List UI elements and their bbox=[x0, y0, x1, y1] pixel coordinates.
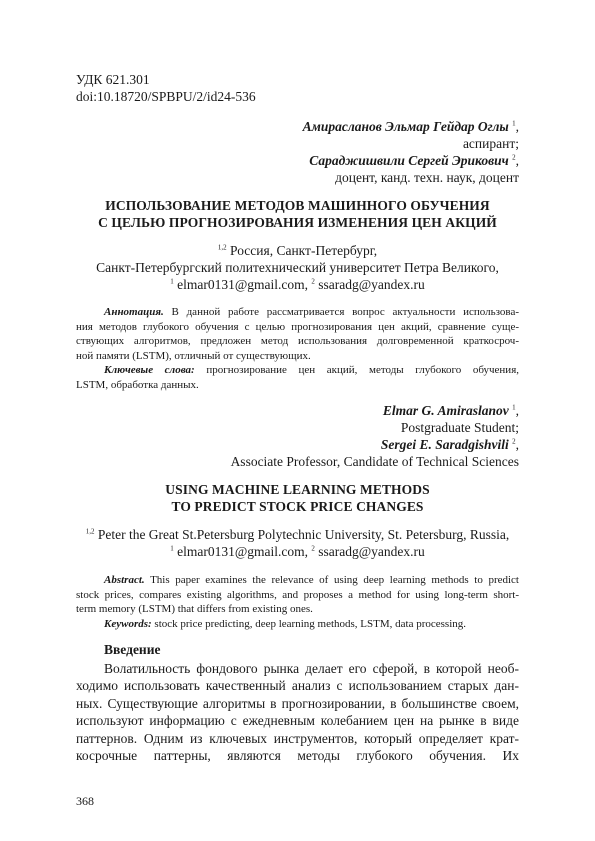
abstract-en-label: Abstract. bbox=[104, 574, 145, 586]
body-line-3: ных. Существующие алгоритмы в прогнозировании, в большинстве своем, bbox=[76, 695, 519, 711]
author-en-1-suffix: , bbox=[515, 403, 519, 418]
email-1-sup: 1 bbox=[170, 277, 174, 286]
affiliation-en-sup: 1,2 bbox=[85, 527, 95, 536]
affiliation-ru-sup: 1,2 bbox=[217, 243, 227, 252]
keywords-en-text: stock price predicting, deep learning methods, LSTM, data processing. bbox=[151, 617, 467, 630]
body-line-6: косрочные паттерны, являются методы глубокого обучения. Их bbox=[76, 747, 519, 763]
abstract-ru-line-3: ствующих алгоритмов, предложен метод использования долговременной краткосроч- bbox=[76, 335, 519, 347]
author-en-1-role: Postgraduate Student; bbox=[400, 420, 519, 435]
body-line-1: Волатильность фондового рынка делает его сферой, в которой необ- bbox=[104, 661, 519, 676]
author-ru-2-name: Сараджишвили Сергей Эрикович bbox=[309, 153, 509, 168]
keywords-en-line bbox=[76, 617, 519, 632]
author-ru-2-sup: 2 bbox=[512, 153, 516, 162]
abstract-ru bbox=[76, 305, 519, 392]
abstract-ru-label: Аннотация. bbox=[104, 306, 164, 318]
title-ru-line-2: С ЦЕЛЬЮ ПРОГНОЗИРОВАНИЯ ИЗМЕНЕНИЯ ЦЕН АКЦИЙ bbox=[98, 215, 497, 230]
abstract-en-line-1 bbox=[76, 573, 519, 588]
body-line-4: используют информацию с ежедневным колебанием цен на рынке в виде bbox=[76, 713, 519, 729]
author-ru-1-sup: 1 bbox=[512, 119, 516, 128]
affiliation-en-line-1 bbox=[76, 527, 519, 543]
abstract-en bbox=[76, 573, 519, 631]
author-ru-1-suffix: , bbox=[515, 119, 519, 134]
affiliation-ru-line-1 bbox=[76, 243, 519, 259]
author-ru-2-suffix: , bbox=[515, 153, 519, 168]
author-en-1 bbox=[383, 403, 519, 419]
author-en-1-name: Elmar G. Amiraslanov bbox=[382, 403, 509, 418]
author-en-2-sup: 2 bbox=[512, 437, 516, 446]
email-2: ssaradg@yandex.ru bbox=[314, 277, 425, 292]
email-en-2: ssaradg@yandex.ru bbox=[314, 544, 425, 559]
abstract-ru-line-1 bbox=[76, 305, 519, 320]
keywords-ru-line-1 bbox=[76, 363, 519, 378]
email-en-1: elmar0131@gmail.com, bbox=[173, 544, 312, 559]
author-ru-1-role: аспирант; bbox=[462, 136, 519, 151]
title-en-line-1: USING MACHINE LEARNING METHODS bbox=[165, 482, 430, 497]
page-number: 368 bbox=[76, 794, 94, 808]
author-ru-2 bbox=[309, 153, 519, 169]
doi: doi:10.18720/SPBPU/2/id24-536 bbox=[76, 89, 256, 104]
abstract-en-line-3: term memory (LSTM) that differs from existing ones. bbox=[76, 603, 313, 615]
affiliation-ru-emails bbox=[76, 277, 519, 293]
keywords-ru-text-1: прогнозирование цен акций, методы глубокого обучения, bbox=[194, 364, 519, 376]
email-en-1-sup: 1 bbox=[170, 544, 174, 553]
body-line-5: паттернов. Одним из ключевых инструментов, который определяет крат- bbox=[76, 730, 519, 746]
section-heading: Введение bbox=[104, 642, 161, 657]
author-en-2-name: Sergei E. Saradgishvili bbox=[380, 437, 509, 452]
title-ru-line-1: ИСПОЛЬЗОВАНИЕ МЕТОДОВ МАШИННОГО ОБУЧЕНИЯ bbox=[105, 198, 490, 213]
keywords-ru-label: Ключевые слова: bbox=[104, 364, 195, 376]
author-ru-1 bbox=[303, 119, 519, 135]
abstract-en-text-1: This paper examines the relevance of using deep learning methods to predict bbox=[144, 574, 519, 586]
abstract-ru-line-2: ния методов глубокого обучения с целью прогнозирования цен акций, сравнение суще- bbox=[76, 320, 519, 333]
title-en-line-2: TO PREDICT STOCK PRICE CHANGES bbox=[171, 499, 424, 514]
author-en-2-suffix: , bbox=[515, 437, 519, 452]
affiliation-ru-city: Россия, Санкт-Петербург, bbox=[226, 243, 378, 258]
email-en-2-sup: 2 bbox=[311, 544, 315, 553]
author-ru-1-name: Амирасланов Эльмар Гейдар Оглы bbox=[302, 119, 509, 134]
body-text bbox=[76, 660, 519, 764]
author-en-2-role: Associate Professor, Candidate of Technical Sciences bbox=[230, 454, 519, 469]
udk-code: УДК 621.301 bbox=[76, 72, 150, 87]
author-en-1-sup: 1 bbox=[512, 403, 516, 412]
author-en-2 bbox=[381, 437, 519, 453]
body-line-2: ходимо использовать качественный анализ с использованием старых дан- bbox=[76, 678, 519, 694]
keywords-en-label: Keywords: bbox=[104, 617, 152, 630]
email-1: elmar0131@gmail.com, bbox=[173, 277, 312, 292]
abstract-ru-text-1: В данной работе рассматривается вопрос актуальности использова- bbox=[163, 306, 519, 318]
affiliation-en-university: Peter the Great St.Petersburg Polytechnic University, St. Petersburg, Russia, bbox=[94, 527, 510, 542]
abstract-en-line-2: stock prices, compares existing algorithms, and proposes a method for using long-term short- bbox=[76, 588, 519, 601]
author-ru-2-role: доцент, канд. техн. наук, доцент bbox=[335, 170, 519, 185]
abstract-ru-line-4: ной памяти (LSTM), отличный от существующих. bbox=[76, 349, 311, 362]
email-2-sup: 2 bbox=[311, 277, 315, 286]
affiliation-en-emails bbox=[76, 544, 519, 560]
affiliation-ru-line-2: Санкт-Петербургский политехнический университет Петра Великого, bbox=[96, 260, 499, 275]
keywords-ru-line-2: LSTM, обработка данных. bbox=[76, 378, 199, 391]
